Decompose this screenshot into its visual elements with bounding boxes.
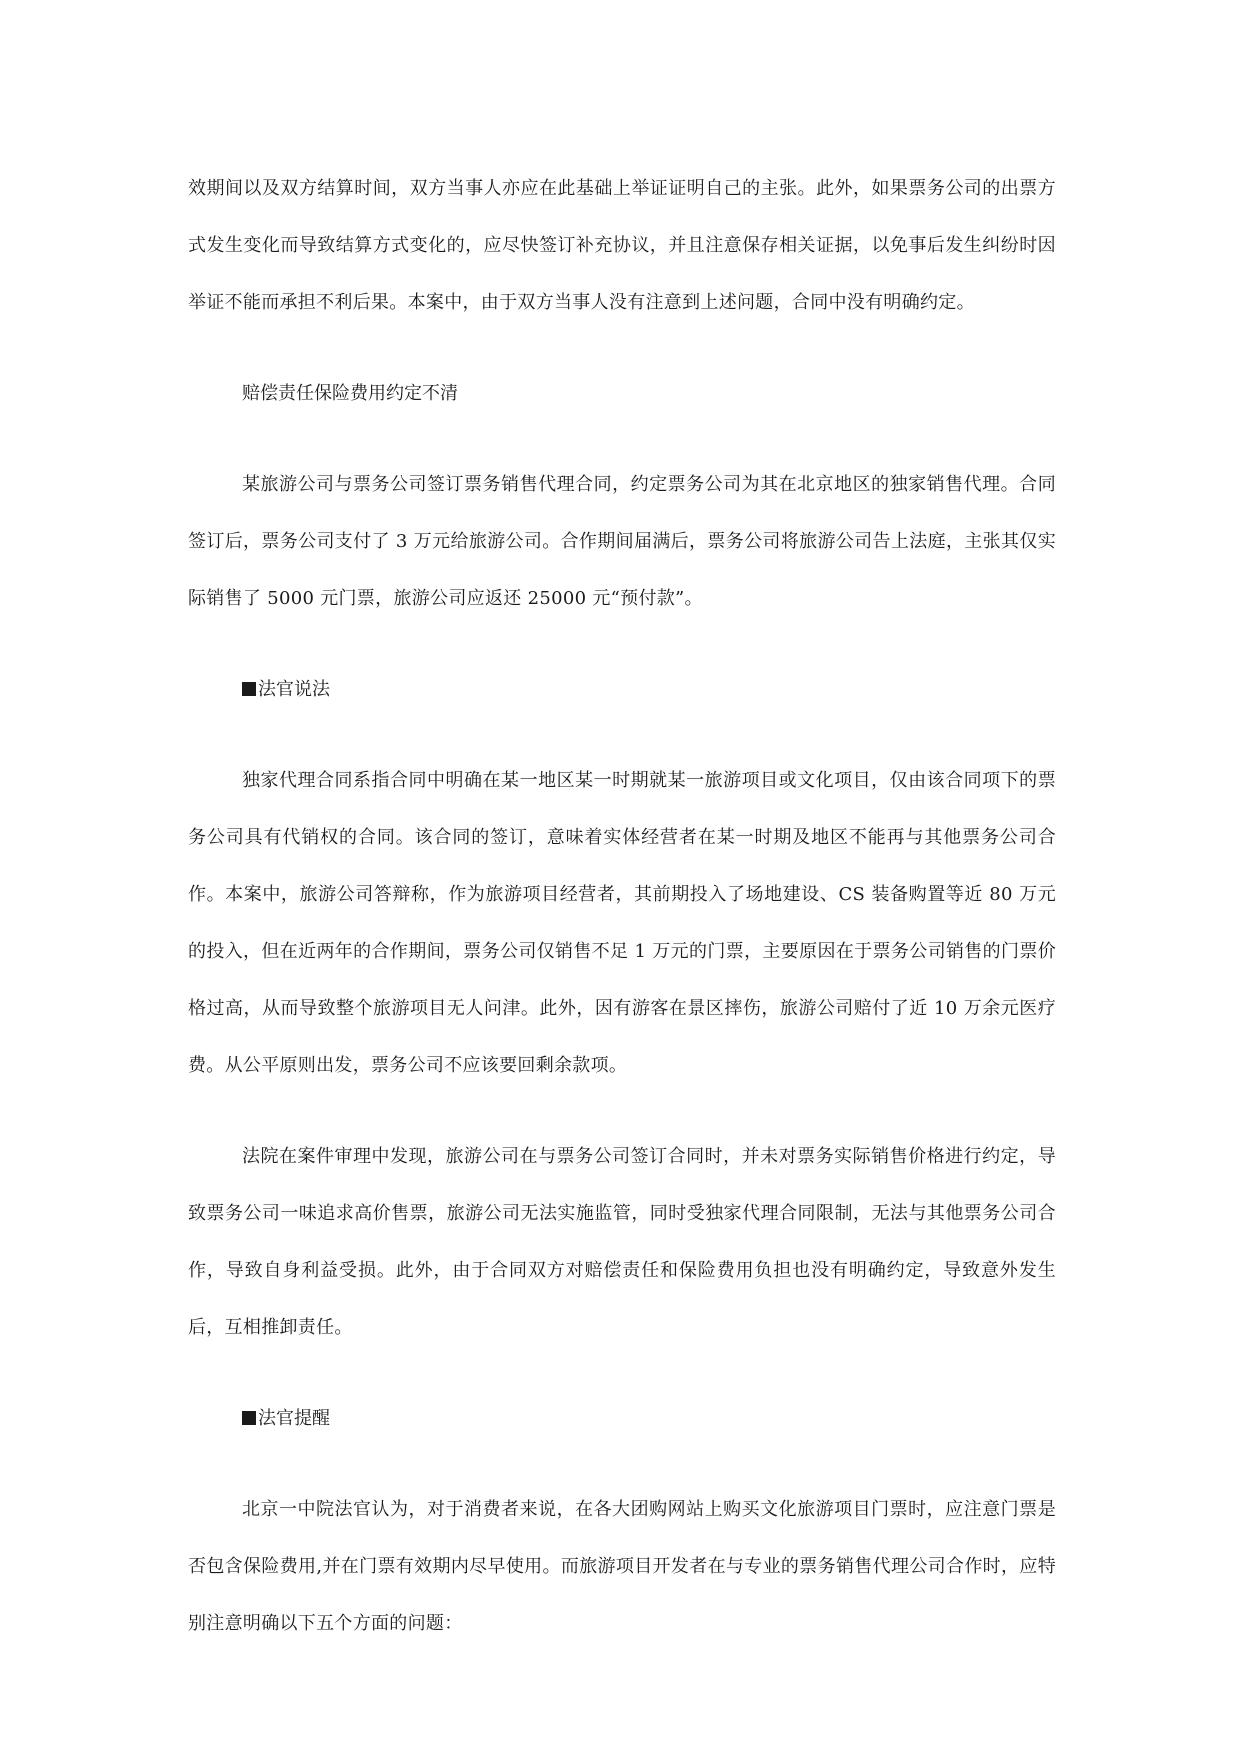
paragraph-court-findings: 法院在案件审理中发现，旅游公司在与票务公司签订合同时，并未对票务实际销售价格进行约定，导致票务公司一味追求高价售票，旅游公司无法实施监管，同时受独家代理合同限制，无法与其他票务公司合作，导致自身利益受损。此外，由于合同双方对赔偿责任和保险费用负担也没有明确约定，导致意外发生后，互相推卸责任。	[188, 1146, 1056, 1338]
paragraph-gap	[188, 1447, 1056, 1481]
paragraph-gap	[188, 331, 1056, 365]
paragraph-settlement-continuation: 效期间以及双方结算时间，双方当事人亦应在此基础上举证证明自己的主张。此外，如果票务公司的出票方式发生变化而导致结算方式变化的，应尽快签订补充协议，并且注意保存相关证据，以免事后发生纠纷时因举证不能而承担不利后果。本案中，由于双方当事人没有注意到上述问题，合同中没有明确约定。	[188, 178, 1056, 313]
square-bullet-icon	[242, 1411, 256, 1425]
section-heading-judge-reminds	[188, 1390, 1056, 1447]
paragraph-case-description: 某旅游公司与票务公司签订票务销售代理合同，约定票务公司为其在北京地区的独家销售代理。合同签订后，票务公司支付了 3 万元给旅游公司。合作期间届满后，票务公司将旅游公司告上法庭，主张其仅实际销售了 5000 元门票，旅游公司应返还 25000 元“预付款”。	[188, 474, 1056, 609]
paragraph-exclusive-agency: 独家代理合同系指合同中明确在某一地区某一时期就某一旅游项目或文化项目，仅由该合同项下的票务公司具有代销权的合同。该合同的签订，意味着实体经营者在某一时期及地区不能再与其他票务公司合作。本案中，旅游公司答辩称，作为旅游项目经营者，其前期投入了场地建设、CS 装备购置等近 80 万元的投入，但在近两年的合作期间，票务公司仅销售不足 1 万元的门票，主要原因在于票务公司销售的门票价格过高，从而导致整个旅游项目无人问津。此外，因有游客在景区摔伤，旅游公司赔付了近 10 万余元医疗费。从公平原则出发，票务公司不应该要回剩余款项。	[188, 770, 1056, 1076]
square-bullet-icon	[242, 682, 256, 696]
section-heading-text: 法官说法	[258, 679, 330, 700]
paragraph-gap	[188, 422, 1056, 456]
paragraph-gap	[188, 1356, 1056, 1390]
paragraph-gap	[188, 627, 1056, 661]
paragraph-gap	[188, 718, 1056, 752]
section-heading-liability-insurance: 赔偿责任保险费用约定不清	[242, 383, 458, 404]
section-heading-text: 法官提醒	[258, 1408, 330, 1429]
paragraph-gap	[188, 1094, 1056, 1128]
document-page	[188, 160, 1056, 1652]
section-heading-judge-says	[188, 661, 1056, 718]
paragraph-judge-advice: 北京一中院法官认为，对于消费者来说，在各大团购网站上购买文化旅游项目门票时，应注意门票是否包含保险费用,并在门票有效期内尽早使用。而旅游项目开发者在与专业的票务销售代理公司合作时，应特别注意明确以下五个方面的问题：	[188, 1499, 1056, 1634]
